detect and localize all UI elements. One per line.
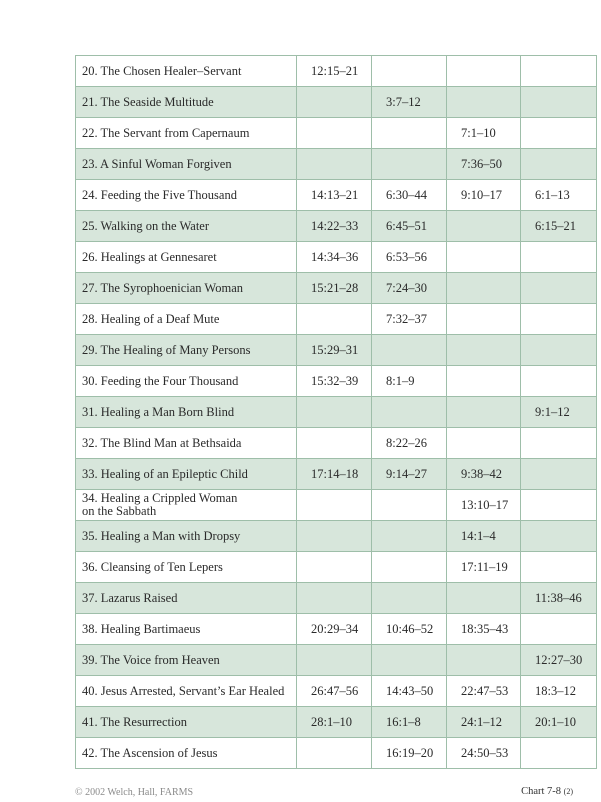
luke-reference-cell: 14:1–4 <box>447 521 521 552</box>
matthew-reference-cell: 14:34–36 <box>297 242 372 273</box>
john-reference-cell <box>521 87 597 118</box>
event-label: 40. Jesus Arrested, Servant’s Ear Healed <box>82 683 285 698</box>
event-label: 26. Healings at Gennesaret <box>82 249 217 264</box>
event-label: 36. Cleansing of Ten Lepers <box>82 559 223 574</box>
matthew-reference-cell <box>297 87 372 118</box>
table-row <box>76 490 597 521</box>
event-label: 41. The Resurrection <box>82 714 187 729</box>
luke-reference-cell: 24:1–12 <box>447 707 521 738</box>
event-cell <box>76 738 297 769</box>
mark-reference-cell: 8:1–9 <box>372 366 447 397</box>
event-cell <box>76 180 297 211</box>
event-cell <box>76 335 297 366</box>
mark-reference-cell <box>372 490 447 521</box>
event-cell <box>76 428 297 459</box>
mark-reference-cell <box>372 552 447 583</box>
matthew-reference-cell: 26:47–56 <box>297 676 372 707</box>
event-cell <box>76 490 297 521</box>
matthew-reference-cell <box>297 738 372 769</box>
luke-reference-cell: 17:11–19 <box>447 552 521 583</box>
event-cell <box>76 149 297 180</box>
mark-reference-cell <box>372 118 447 149</box>
mark-reference-cell: 6:30–44 <box>372 180 447 211</box>
event-cell <box>76 56 297 87</box>
matthew-reference-cell <box>297 428 372 459</box>
event-label: 42. The Ascension of Jesus <box>82 745 218 760</box>
mark-reference-cell <box>372 521 447 552</box>
john-reference-cell: 6:1–13 <box>521 180 597 211</box>
mark-reference-cell <box>372 56 447 87</box>
event-label: 35. Healing a Man with Dropsy <box>82 528 241 543</box>
mark-reference-cell: 9:14–27 <box>372 459 447 490</box>
event-label: 38. Healing Bartimaeus <box>82 621 201 636</box>
event-label: 25. Walking on the Water <box>82 218 210 233</box>
mark-reference-cell <box>372 645 447 676</box>
john-reference-cell <box>521 149 597 180</box>
luke-reference-cell <box>447 242 521 273</box>
luke-reference-cell <box>447 56 521 87</box>
matthew-reference-cell: 12:15–21 <box>297 56 372 87</box>
table-row <box>76 583 597 614</box>
mark-reference-cell: 8:22–26 <box>372 428 447 459</box>
luke-reference-cell: 7:36–50 <box>447 149 521 180</box>
matthew-reference-cell <box>297 552 372 583</box>
event-label: 32. The Blind Man at Bethsaida <box>82 435 242 450</box>
matthew-reference-cell <box>297 118 372 149</box>
table-row <box>76 645 597 676</box>
table-row <box>76 273 597 304</box>
matthew-reference-cell: 20:29–34 <box>297 614 372 645</box>
table-row <box>76 242 597 273</box>
john-reference-cell <box>521 521 597 552</box>
matthew-reference-cell <box>297 583 372 614</box>
table-row <box>76 521 597 552</box>
event-cell <box>76 242 297 273</box>
event-cell <box>76 707 297 738</box>
luke-reference-cell <box>447 273 521 304</box>
miracles-table <box>75 55 597 769</box>
event-label: 21. The Seaside Multitude <box>82 94 214 109</box>
event-cell <box>76 87 297 118</box>
luke-reference-cell: 22:47–53 <box>447 676 521 707</box>
mark-reference-cell: 6:53–56 <box>372 242 447 273</box>
mark-reference-cell: 3:7–12 <box>372 87 447 118</box>
event-cell <box>76 118 297 149</box>
event-label: 39. The Voice from Heaven <box>82 652 220 667</box>
john-reference-cell <box>521 738 597 769</box>
mark-reference-cell <box>372 335 447 366</box>
table-row <box>76 707 597 738</box>
table-row <box>76 552 597 583</box>
table-row <box>76 676 597 707</box>
matthew-reference-cell: 17:14–18 <box>297 459 372 490</box>
event-cell <box>76 645 297 676</box>
matthew-reference-cell <box>297 490 372 521</box>
event-label: 24. Feeding the Five Thousand <box>82 187 237 202</box>
table-row <box>76 614 597 645</box>
mark-reference-cell: 16:19–20 <box>372 738 447 769</box>
table-row <box>76 56 597 87</box>
table-row <box>76 738 597 769</box>
john-reference-cell <box>521 459 597 490</box>
table-row <box>76 87 597 118</box>
event-label: 23. A Sinful Woman Forgiven <box>82 156 232 171</box>
table-row <box>76 428 597 459</box>
matthew-reference-cell: 28:1–10 <box>297 707 372 738</box>
table-row <box>76 459 597 490</box>
event-label: 22. The Servant from Capernaum <box>82 125 250 140</box>
mark-reference-cell: 14:43–50 <box>372 676 447 707</box>
john-reference-cell <box>521 490 597 521</box>
luke-reference-cell <box>447 397 521 428</box>
luke-reference-cell <box>447 87 521 118</box>
matthew-reference-cell: 15:29–31 <box>297 335 372 366</box>
john-reference-cell <box>521 335 597 366</box>
john-reference-cell <box>521 118 597 149</box>
event-label: 33. Healing of an Epileptic Child <box>82 466 248 481</box>
matthew-reference-cell <box>297 149 372 180</box>
copyright-footer: © 2002 Welch, Hall, FARMS <box>75 787 194 798</box>
john-reference-cell: 6:15–21 <box>521 211 597 242</box>
event-cell <box>76 676 297 707</box>
john-reference-cell: 20:1–10 <box>521 707 597 738</box>
event-cell <box>76 304 297 335</box>
table-row <box>76 211 597 242</box>
luke-reference-cell: 9:10–17 <box>447 180 521 211</box>
event-cell <box>76 614 297 645</box>
luke-reference-cell <box>447 645 521 676</box>
event-label: 37. Lazarus Raised <box>82 590 178 605</box>
john-reference-cell <box>521 273 597 304</box>
john-reference-cell <box>521 242 597 273</box>
mark-reference-cell: 7:24–30 <box>372 273 447 304</box>
event-label: 31. Healing a Man Born Blind <box>82 404 235 419</box>
matthew-reference-cell <box>297 521 372 552</box>
matthew-reference-cell <box>297 304 372 335</box>
event-label: 28. Healing of a Deaf Mute <box>82 311 220 326</box>
luke-reference-cell <box>447 428 521 459</box>
john-reference-cell <box>521 56 597 87</box>
matthew-reference-cell <box>297 645 372 676</box>
event-cell <box>76 583 297 614</box>
mark-reference-cell: 16:1–8 <box>372 707 447 738</box>
luke-reference-cell: 7:1–10 <box>447 118 521 149</box>
table-row <box>76 366 597 397</box>
matthew-reference-cell <box>297 397 372 428</box>
john-reference-cell <box>521 614 597 645</box>
chart-label: Chart 7-8 <box>521 786 562 797</box>
table-row <box>76 118 597 149</box>
event-cell <box>76 273 297 304</box>
event-label: 29. The Healing of Many Persons <box>82 342 251 357</box>
chart-label-footer <box>521 786 573 797</box>
event-cell <box>76 397 297 428</box>
luke-reference-cell <box>447 583 521 614</box>
luke-reference-cell: 9:38–42 <box>447 459 521 490</box>
mark-reference-cell <box>372 397 447 428</box>
mark-reference-cell <box>372 583 447 614</box>
event-label: 27. The Syrophoenician Woman <box>82 280 244 295</box>
john-reference-cell <box>521 428 597 459</box>
john-reference-cell <box>521 366 597 397</box>
table-row <box>76 397 597 428</box>
event-cell <box>76 366 297 397</box>
event-label: 30. Feeding the Four Thousand <box>82 373 239 388</box>
john-reference-cell: 9:1–12 <box>521 397 597 428</box>
event-cell <box>76 211 297 242</box>
matthew-reference-cell: 14:22–33 <box>297 211 372 242</box>
luke-reference-cell: 18:35–43 <box>447 614 521 645</box>
luke-reference-cell <box>447 335 521 366</box>
john-reference-cell <box>521 552 597 583</box>
john-reference-cell: 12:27–30 <box>521 645 597 676</box>
chart-page: (2) <box>563 787 573 796</box>
luke-reference-cell <box>447 304 521 335</box>
john-reference-cell: 18:3–12 <box>521 676 597 707</box>
event-cell <box>76 521 297 552</box>
luke-reference-cell <box>447 366 521 397</box>
table-row <box>76 149 597 180</box>
mark-reference-cell: 6:45–51 <box>372 211 447 242</box>
table-row <box>76 335 597 366</box>
event-cell <box>76 459 297 490</box>
john-reference-cell: 11:38–46 <box>521 583 597 614</box>
luke-reference-cell: 13:10–17 <box>447 490 521 521</box>
john-reference-cell <box>521 304 597 335</box>
mark-reference-cell: 7:32–37 <box>372 304 447 335</box>
matthew-reference-cell: 14:13–21 <box>297 180 372 211</box>
event-cell <box>76 552 297 583</box>
table-row <box>76 304 597 335</box>
table-row <box>76 180 597 211</box>
event-label: 20. The Chosen Healer–Servant <box>82 63 242 78</box>
table-body <box>76 56 597 769</box>
mark-reference-cell: 10:46–52 <box>372 614 447 645</box>
matthew-reference-cell: 15:32–39 <box>297 366 372 397</box>
luke-reference-cell <box>447 211 521 242</box>
luke-reference-cell: 24:50–53 <box>447 738 521 769</box>
event-label: 34. Healing a Crippled Woman on the Sabbath <box>82 490 238 518</box>
matthew-reference-cell: 15:21–28 <box>297 273 372 304</box>
mark-reference-cell <box>372 149 447 180</box>
